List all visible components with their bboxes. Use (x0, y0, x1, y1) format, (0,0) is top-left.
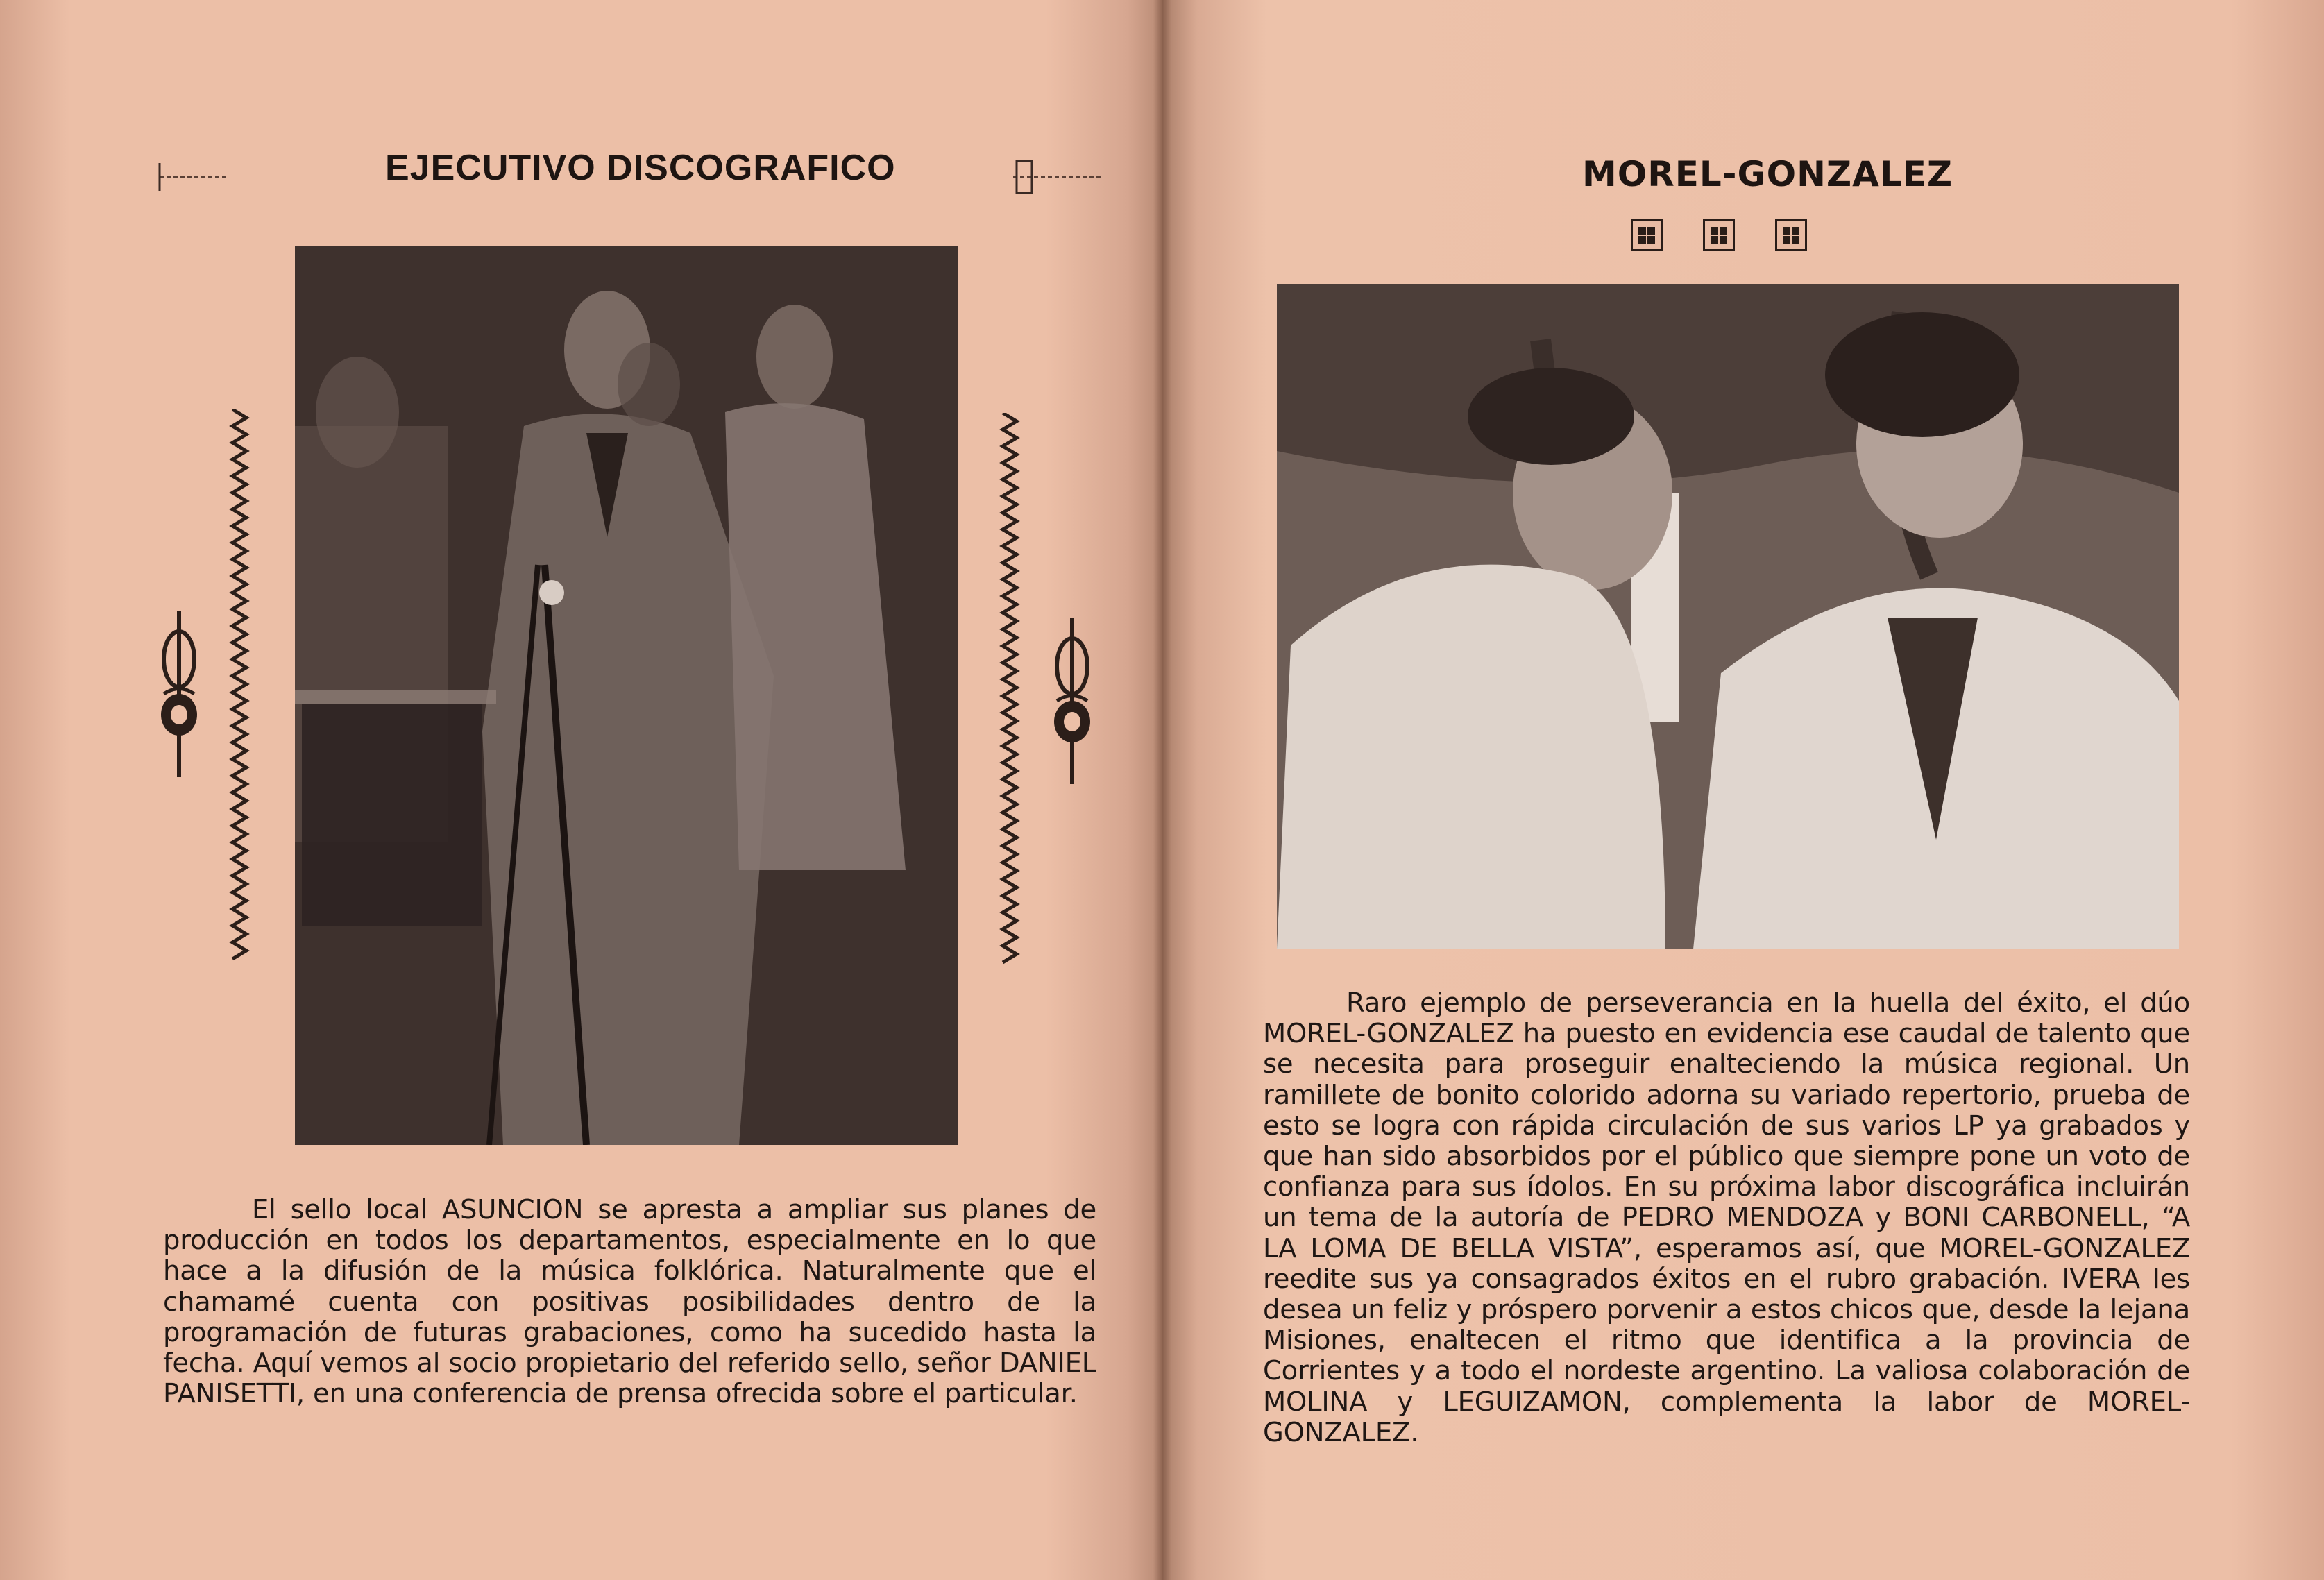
left-page-heading: EJECUTIVO DISCOGRAFICO (385, 148, 896, 188)
square-ornament (1631, 219, 1663, 251)
right-photo-duo (1277, 284, 2179, 949)
right-flourish-ornament (1051, 618, 1093, 784)
left-flourish-ornament (158, 611, 200, 777)
book-gutter (1153, 0, 1171, 1580)
right-page-body-text: Raro ejemplo de perseverancia en la huella del éxito, el dúo MOREL-GONZALEZ ha puesto en evidencia ese caudal de talento que se necesita para proseguir enalteciendo la música regional. Un ramillete de bonito colorido adorna su variado repertorio, prueba de esto se logra con rápida circulación de sus varios LP ya grabados y que han sido absorbidos por el público que siempre pone un voto de confianza para sus ídolos. En su próxima labor discográfica incluirán un tema de la autoría de PEDRO MENDOZA y BONI CARBONELL, “A LA LOMA DE BELLA VISTA”, esperamos así, que MOREL-GONZALEZ reedite sus ya consagrados éxitos en el rubro grabación. IVERA les desea un feliz y próspero porvenir a estos chicos que, desde la lejana Misiones, enaltecen el ritmo que identifica a la provincia de Corrientes y a todo el nordeste argentino. La valiosa colaboración de MOLINA y LEGUIZAMON, complementa la labor de MOREL-GONZALEZ. (1263, 987, 2190, 1448)
square-ornament (1775, 219, 1807, 251)
square-ornament (1703, 219, 1735, 251)
press-conference-scene (295, 246, 958, 1145)
duo-portrait-scene (1277, 284, 2179, 949)
header-rule-ornament (153, 153, 1110, 201)
left-zigzag-border (229, 409, 250, 965)
right-page-heading: MOREL-GONZALEZ (1582, 154, 1953, 194)
left-photo-press-conference (295, 246, 958, 1145)
heading-square-ornaments (1631, 219, 1807, 251)
right-zigzag-border (999, 413, 1020, 968)
left-page-body-text: El sello local ASUNCION se apresta a ampliar sus planes de producción en todos los departamentos, especialmente en lo que hace a la difusión de la música folklórica. Naturalmente que el chamamé cuenta con positivas posibilidades dentro de la programación de futuras grabaciones, como ha sucedido hasta la fecha. Aquí vemos al socio propietario del referido sello, señor DANIEL PANISETTI, en una conferencia de prensa ofrecida sobre el particular. (163, 1194, 1096, 1410)
